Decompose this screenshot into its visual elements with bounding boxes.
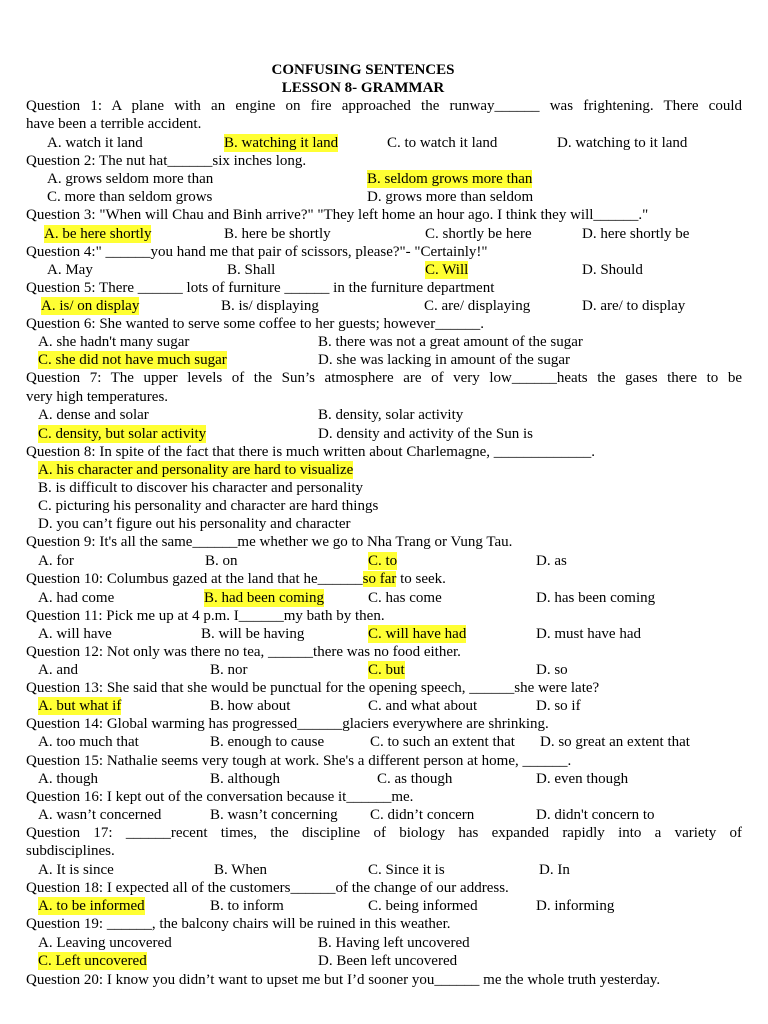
q5-option-c: C. are/ displaying [424, 298, 531, 314]
question-7-text: Question 7: The upper levels of the Sun’s atmosphere are of very low______heats the gases there to be [26, 370, 742, 386]
q10-text-after: to seek. [396, 571, 446, 587]
q15-option-c: C. as though [377, 771, 453, 787]
q13-option-d: D. so if [536, 698, 581, 714]
q14-option-b: B. enough to cause [210, 734, 325, 750]
q10-text-before: Question 10: Columbus gazed at the land that he______ [26, 571, 363, 587]
q15-option-a: A. though [38, 771, 98, 787]
q2-option-b: B. seldom grows more than [367, 171, 533, 187]
q19-option-d: D. Been left uncovered [318, 953, 458, 969]
q2-option-d: D. grows more than seldom [367, 189, 534, 205]
q4-option-d: D. Should [582, 262, 643, 278]
question-17-text: Question 17: ______recent times, the discipline of biology has expanded rapidly into a variety of [26, 825, 742, 841]
q8-option-d: D. you can’t figure out his personality and character [38, 516, 351, 532]
q19-option-a: A. Leaving uncovered [38, 935, 172, 951]
q18-option-a: A. to be informed [38, 898, 145, 914]
question-19-text: Question 19: ______, the balcony chairs will be ruined in this weather. [26, 916, 451, 932]
question-8-text: Question 8: In spite of the fact that there is much written about Charlemagne, _____________. [26, 444, 596, 460]
q12-option-b: B. nor [210, 662, 248, 678]
q5-option-d: D. are/ to display [582, 298, 686, 314]
q18-option-c: C. being informed [368, 898, 478, 914]
q19-option-c: C. Left uncovered [38, 953, 147, 969]
q19-option-b: B. Having left uncovered [318, 935, 470, 951]
q12-option-d: D. so [536, 662, 568, 678]
question-16-text: Question 16: I kept out of the conversation because it______me. [26, 789, 414, 805]
question-1-text-cont: have been a terrible accident. [26, 116, 202, 132]
q13-option-b: B. how about [210, 698, 291, 714]
question-5-text: Question 5: There ______ lots of furniture ______ in the furniture department [26, 280, 495, 296]
question-20-text: Question 20: I know you didn’t want to upset me but I’d sooner you______ me the whole truth yesterday. [26, 972, 661, 988]
q17-option-d: D. In [539, 862, 570, 878]
q16-option-d: D. didn't concern to [536, 807, 655, 823]
q2-option-a: A. grows seldom more than [47, 171, 214, 187]
q7-option-a: A. dense and solar [38, 407, 149, 423]
q1-option-c: C. to watch it land [387, 135, 498, 151]
q3-option-a: A. be here shortly [44, 226, 152, 242]
q6-option-b: B. there was not a great amount of the sugar [318, 334, 583, 350]
q6-option-a: A. she hadn't many sugar [38, 334, 190, 350]
question-13-text: Question 13: She said that she would be punctual for the opening speech, ______she were late? [26, 680, 600, 696]
q3-option-b: B. here be shortly [224, 226, 331, 242]
q9-option-a: A. for [38, 553, 74, 569]
q10-option-b: B. had been coming [204, 590, 324, 606]
question-6-text: Question 6: She wanted to serve some coffee to her guests; however______. [26, 316, 484, 332]
q10-option-a: A. had come [38, 590, 115, 606]
q16-option-c: C. didn’t concern [370, 807, 475, 823]
q1-option-d: D. watching to it land [557, 135, 688, 151]
q17-option-b: B. When [214, 862, 268, 878]
question-14-text: Question 14: Global warming has progressed______glaciers everywhere are shrinking. [26, 716, 549, 732]
question-17-text-cont: subdisciplines. [26, 843, 115, 859]
q6-option-c: C. she did not have much sugar [38, 352, 227, 368]
q6-option-d: D. she was lacking in amount of the sugar [318, 352, 571, 368]
q8-option-b: B. is difficult to discover his character and personality [38, 480, 364, 496]
question-9-text: Question 9: It's all the same______me whether we go to Nha Trang or Vung Tau. [26, 534, 513, 550]
q10-option-c: C. has come [368, 590, 442, 606]
q4-option-a: A. May [47, 262, 93, 278]
q11-option-b: B. will be having [201, 626, 305, 642]
q7-option-c: C. density, but solar activity [38, 426, 207, 442]
q16-option-a: A. wasn’t concerned [38, 807, 162, 823]
q5-option-a: A. is/ on display [41, 298, 140, 314]
q1-option-b: B. watching it land [224, 135, 339, 151]
question-1-text: Question 1: A plane with an engine on fire approached the runway______ was frightening. There could [26, 98, 742, 114]
page-subtitle: LESSON 8- GRAMMAR [281, 80, 445, 96]
q14-option-c: C. to such an extent that [370, 734, 515, 750]
question-7-text-cont: very high temperatures. [26, 389, 169, 405]
q17-option-a: A. It is since [38, 862, 114, 878]
question-12-text: Question 12: Not only was there no tea, ______there was no food either. [26, 644, 461, 660]
q11-option-d: D. must have had [536, 626, 641, 642]
q4-option-c: C. Will [425, 262, 469, 278]
q9-option-c: C. to [368, 553, 398, 569]
q9-option-d: D. as [536, 553, 567, 569]
q13-option-c: C. and what about [368, 698, 478, 714]
question-15-text: Question 15: Nathalie seems very tough at work. She's a different person at home, ______. [26, 753, 572, 769]
q1-option-a: A. watch it land [47, 135, 143, 151]
q2-option-c: C. more than seldom grows [47, 189, 213, 205]
q12-option-a: A. and [38, 662, 78, 678]
page-title: CONFUSING SENTENCES [271, 62, 455, 78]
q9-option-b: B. on [205, 553, 238, 569]
q16-option-b: B. wasn’t concerning [210, 807, 338, 823]
q18-option-b: B. to inform [210, 898, 284, 914]
q17-option-c: C. Since it is [368, 862, 445, 878]
q10-highlight: so far [362, 571, 397, 587]
q11-option-a: A. will have [38, 626, 112, 642]
q8-option-a: A. his character and personality are hard to visualize [38, 462, 354, 478]
q5-option-b: B. is/ displaying [221, 298, 319, 314]
q12-option-c: C. but [368, 662, 405, 678]
q3-option-c: C. shortly be here [425, 226, 532, 242]
q15-option-b: B. although [210, 771, 280, 787]
q14-option-a: A. too much that [38, 734, 139, 750]
q4-option-b: B. Shall [227, 262, 276, 278]
q15-option-d: D. even though [536, 771, 629, 787]
question-10-text [26, 570, 742, 588]
q10-option-d: D. has been coming [536, 590, 656, 606]
q13-option-a: A. but what if [38, 698, 122, 714]
question-4-text: Question 4:" ______you hand me that pair of scissors, please?"- "Certainly!" [26, 244, 488, 260]
question-3-text: Question 3: "When will Chau and Binh arrive?" "They left home an hour ago. I think they will______." [26, 207, 649, 223]
question-2-text: Question 2: The nut hat______six inches long. [26, 153, 307, 169]
q11-option-c: C. will have had [368, 626, 467, 642]
q14-option-d: D. so great an extent that [540, 734, 690, 750]
q7-option-d: D. density and activity of the Sun is [318, 426, 533, 442]
q18-option-d: D. informing [536, 898, 615, 914]
q7-option-b: B. density, solar activity [318, 407, 464, 423]
q3-option-d: D. here shortly be [582, 226, 690, 242]
question-11-text: Question 11: Pick me up at 4 p.m. I______my bath by then. [26, 608, 385, 624]
question-18-text: Question 18: I expected all of the customers______of the change of our address. [26, 880, 509, 896]
q8-option-c: C. picturing his personality and character are hard things [38, 498, 379, 514]
